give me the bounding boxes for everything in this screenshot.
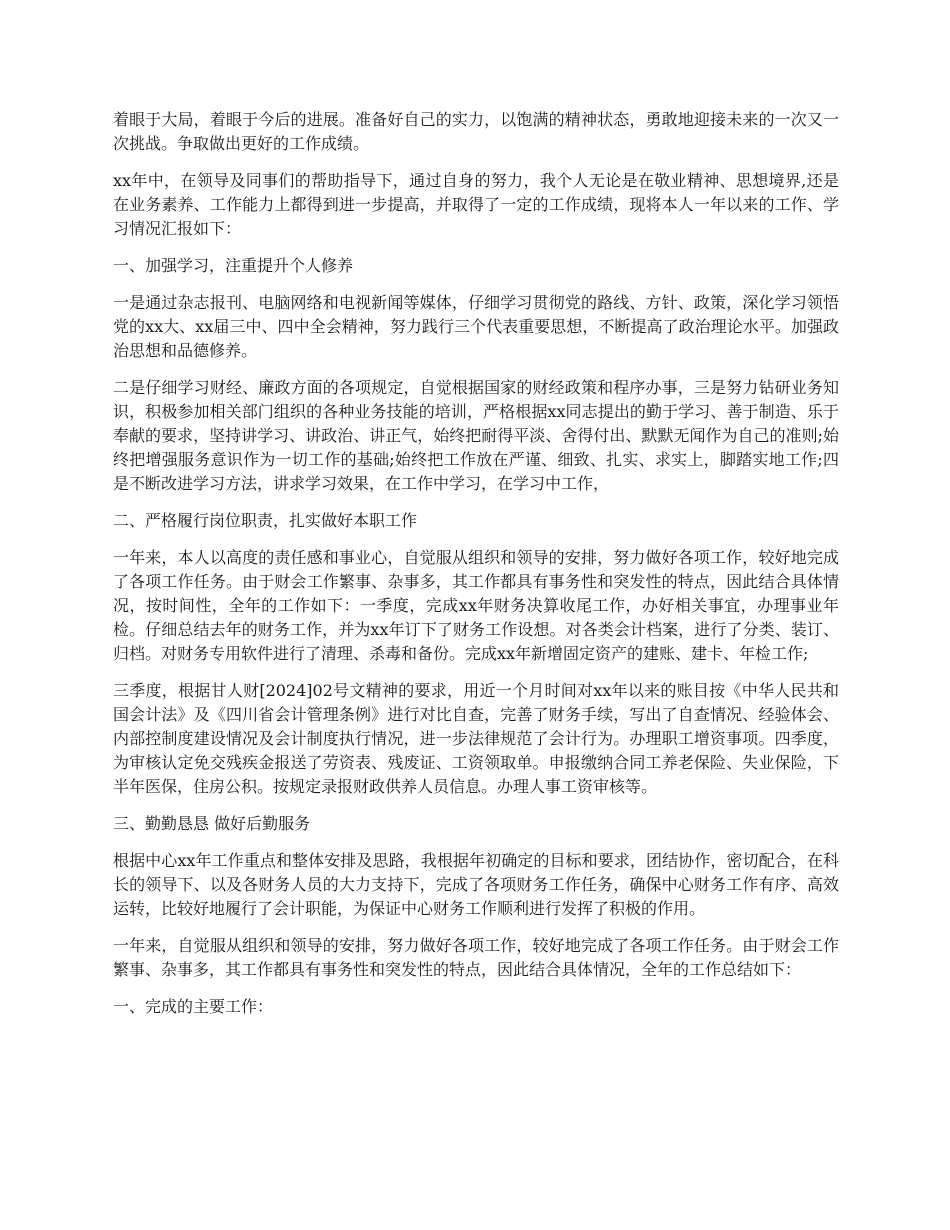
document-page <box>113 108 839 1032</box>
section-heading-3: 三、勤勤恳恳 做好后勤服务 <box>113 814 311 833</box>
section-heading-main-work: 一、完成的主要工作： <box>113 997 274 1016</box>
paragraph-service-1: 根据中心xx年工作重点和整体安排及思路，我根据年初确定的目标和要求，团结协作，密切配合，在科长的领导下、以及各财务人员的大力支持下，完成了各项财务工作任务，确保中心财务工作有序、高效运转，比较好地履行了会计职能，为保证中心财务工作顺利进行发挥了积极的作用。 <box>113 851 839 918</box>
paragraph-duties-1: 一年来，本人以高度的责任感和事业心，自觉服从组织和领导的安排，努力做好各项工作，较好地完成了各项工作任务。由于财会工作繁事、杂事多，其工作都具有事务性和突发性的特点，因此结合具体情况，按时间性，全年的工作如下：一季度，完成xx年财务决算收尾工作，办好相关事宜，办理事业年检。仔细总结去年的财务工作，并为xx年订下了财务工作设想。对各类会计档案，进行了分类、装订、归档。对财务专用软件进行了清理、杀毒和备份。完成xx年新增固定资产的建账、建卡、年检工作; <box>113 548 839 663</box>
section-heading-1: 一、加强学习，注重提升个人修养 <box>113 256 354 275</box>
paragraph-study-2: 二是仔细学习财经、廉政方面的各项规定，自觉根据国家的财经政策和程序办事，三是努力钻研业务知识，积极参加相关部门组织的各种业务技能的培训，严格根据xx同志提出的勤于学习、善于制造、乐于奉献的要求，坚持讲学习、讲政治、讲正气，始终把耐得平淡、舍得付出、默默无闻作为自己的准则;始终把增强服务意识作为一切工作的基础;始终把工作放在严谨、细致、扎实、求实上，脚踏实地工作;四是不断改进学习方法，讲求学习效果，在工作中学习，在学习中工作， <box>113 378 839 493</box>
paragraph-intro: 着眼于大局，着眼于今后的进展。准备好自己的实力，以饱满的精神状态，勇敢地迎接未来的一次又一次挑战。争取做出更好的工作成绩。 <box>113 110 839 153</box>
paragraph-duties-2: 三季度，根据甘人财[2024]02号文精神的要求，用近一个月时间对xx年以来的账目按《中华人民共和国会计法》及《四川省会计管理条例》进行对比自查，完善了财务手续，写出了自查情况、经验体会、内部控制度建设情况及会计制度执行情况，进一步法律规范了会计行为。办理职工增资事项。四季度，为审核认定免交残疾金报送了劳资表、残废证、工资领取单。申报缴纳合同工养老保险、失业保险，下半年医保，住房公积。按规定录报财政供养人员信息。办理人事工资审核等。 <box>113 681 839 796</box>
paragraph-summary-opening: xx年中，在领导及同事们的帮助指导下，通过自身的努力，我个人无论是在敬业精神、思想境界,还是在业务素养、工作能力上都得到进一步提高，并取得了一定的工作成绩，现将本人一年以来的工作、学习情况汇报如下： <box>113 171 839 238</box>
paragraph-service-2: 一年来，自觉服从组织和领导的安排，努力做好各项工作，较好地完成了各项工作任务。由于财会工作繁事、杂事多，其工作都具有事务性和突发性的特点，因此结合具体情况，全年的工作总结如下： <box>113 936 839 979</box>
section-heading-2: 二、严格履行岗位职责，扎实做好本职工作 <box>113 511 418 530</box>
paragraph-study-1: 一是通过杂志报刊、电脑网络和电视新闻等媒体，仔细学习贯彻党的路线、方针、政策，深化学习领悟党的xx大、xx届三中、四中全会精神，努力践行三个代表重要思想，不断提高了政治理论水平。加强政治思想和品德修养。 <box>113 293 839 360</box>
